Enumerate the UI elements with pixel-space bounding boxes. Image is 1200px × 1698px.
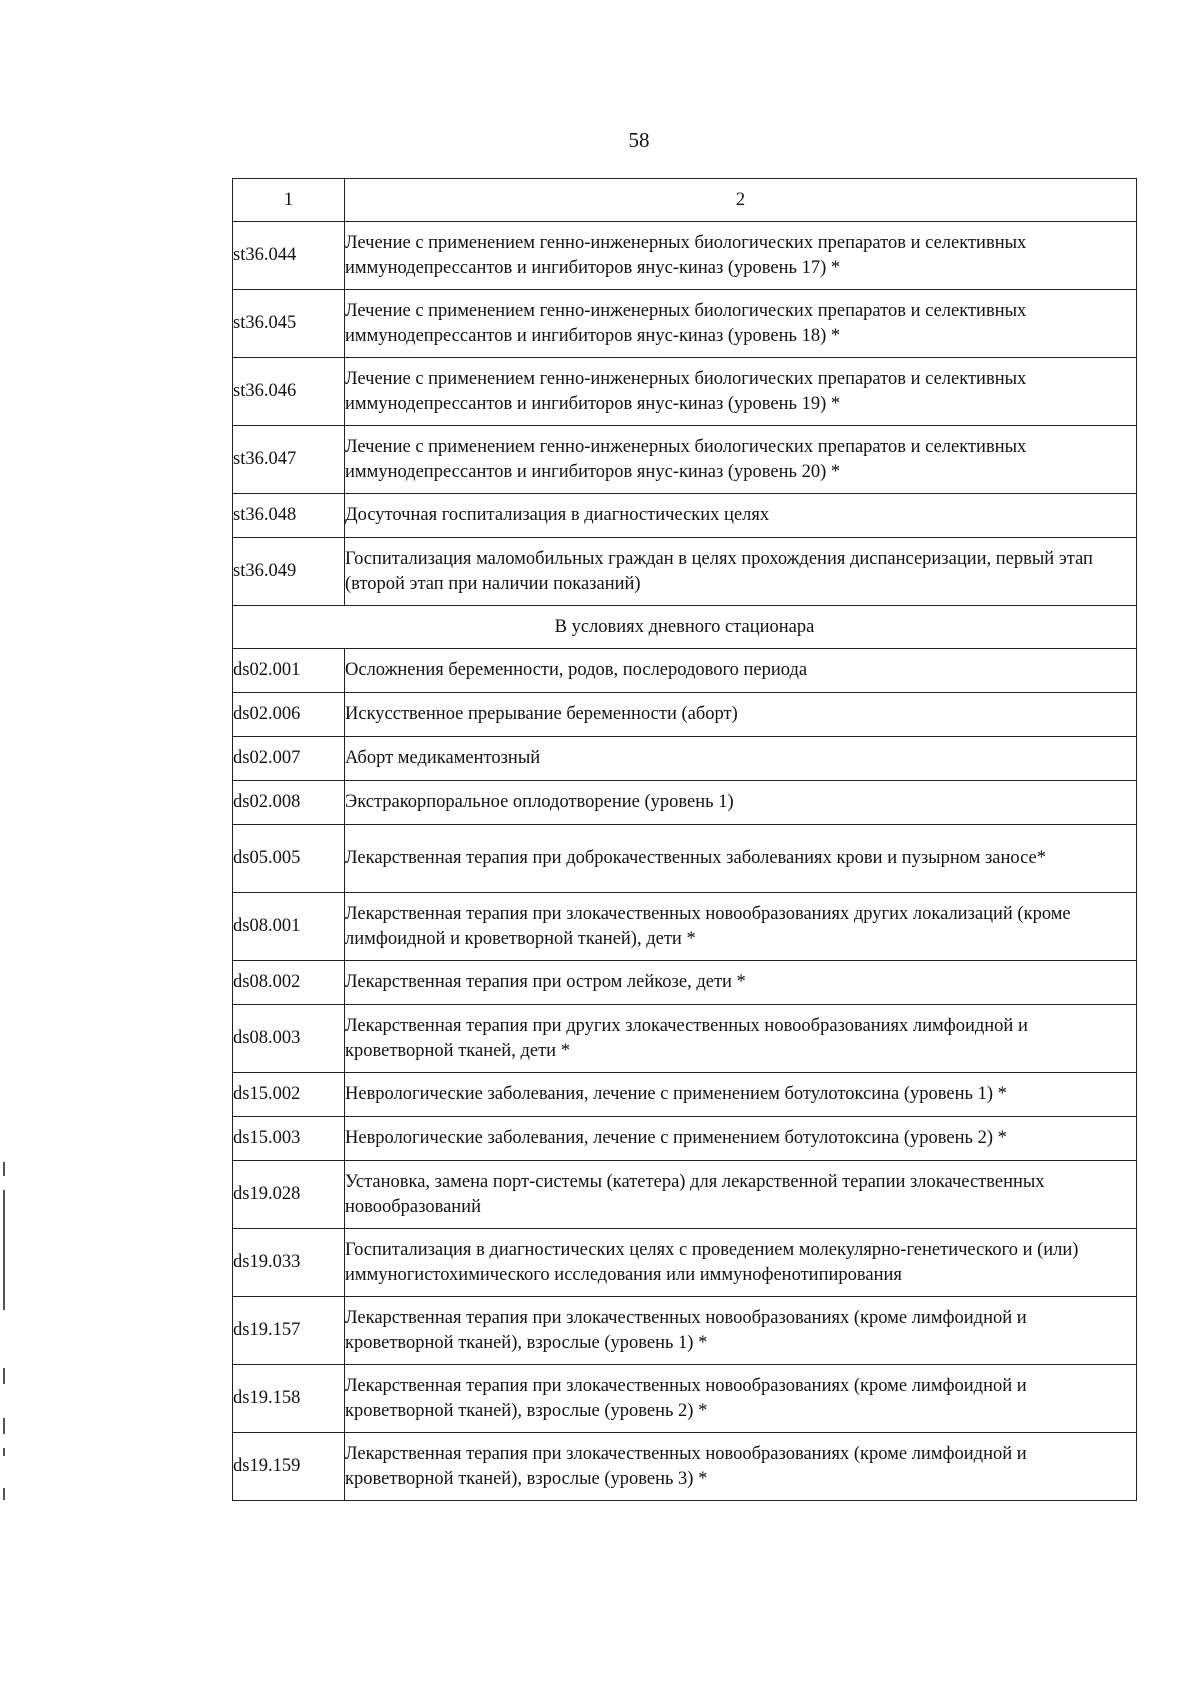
row-description: Лекарственная терапия при доброкачественных заболеваниях крови и пузырном заносе* xyxy=(345,825,1137,893)
row-code: ds08.003 xyxy=(233,1005,345,1073)
row-description: Лекарственная терапия при злокачественных новообразованиях (кроме лимфоидной и кроветворной тканей), взрослые (уровень 1) * xyxy=(345,1297,1137,1365)
table-row xyxy=(233,290,1137,358)
row-description: Лекарственная терапия при злокачественных новообразованиях других локализаций (кроме лимфоидной и кроветворной тканей), дети * xyxy=(345,893,1137,961)
row-description: Госпитализация в диагностических целях с проведением молекулярно-генетического и (или) иммуногистохимического исследования или иммунофенотипирования xyxy=(345,1229,1137,1297)
row-description: Осложнения беременности, родов, послеродового периода xyxy=(345,649,1137,693)
row-code: ds15.003 xyxy=(233,1117,345,1161)
table-row xyxy=(233,494,1137,538)
row-code: st36.046 xyxy=(233,358,345,426)
row-code: ds19.157 xyxy=(233,1297,345,1365)
row-code: st36.049 xyxy=(233,538,345,606)
row-code: ds19.159 xyxy=(233,1433,345,1501)
table-row xyxy=(233,737,1137,781)
column-header-2: 2 xyxy=(345,179,1137,222)
row-description: Неврологические заболевания, лечение с применением ботулотоксина (уровень 2) * xyxy=(345,1117,1137,1161)
row-code: ds19.028 xyxy=(233,1161,345,1229)
table-row xyxy=(233,358,1137,426)
table-row xyxy=(233,1433,1137,1501)
table-row xyxy=(233,1117,1137,1161)
table-row xyxy=(233,1229,1137,1297)
table-row xyxy=(233,426,1137,494)
table-row xyxy=(233,222,1137,290)
row-description: Лекарственная терапия при злокачественных новообразованиях (кроме лимфоидной и кроветворной тканей), взрослые (уровень 2) * xyxy=(345,1365,1137,1433)
table-row xyxy=(233,1365,1137,1433)
row-description: Лечение с применением генно-инженерных биологических препаратов и селективных иммунодепрессантов и ингибиторов янус-киназ (уровень 20) * xyxy=(345,426,1137,494)
scan-margin-mark xyxy=(3,1368,5,1384)
table-row xyxy=(233,1005,1137,1073)
row-code: ds02.006 xyxy=(233,693,345,737)
row-code: st36.048 xyxy=(233,494,345,538)
row-code: ds19.033 xyxy=(233,1229,345,1297)
row-code: ds08.002 xyxy=(233,961,345,1005)
table-row xyxy=(233,1297,1137,1365)
row-description: Искусственное прерывание беременности (аборт) xyxy=(345,693,1137,737)
row-description: Аборт медикаментозный xyxy=(345,737,1137,781)
row-code: st36.044 xyxy=(233,222,345,290)
row-description: Лекарственная терапия при остром лейкозе, дети * xyxy=(345,961,1137,1005)
section-title: В условиях дневного стационара xyxy=(233,606,1137,649)
column-header-1: 1 xyxy=(233,179,345,222)
table-row xyxy=(233,825,1137,893)
row-code: st36.045 xyxy=(233,290,345,358)
row-description: Досуточная госпитализация в диагностических целях xyxy=(345,494,1137,538)
table-row xyxy=(233,781,1137,825)
table-row xyxy=(233,693,1137,737)
page-number: 58 xyxy=(628,128,650,152)
scan-margin-mark xyxy=(3,1448,5,1456)
table-row xyxy=(233,1161,1137,1229)
row-code: st36.047 xyxy=(233,426,345,494)
row-code: ds05.005 xyxy=(233,825,345,893)
row-description: Лекарственная терапия при других злокачественных новообразованиях лимфоидной и кроветворной тканей, дети * xyxy=(345,1005,1137,1073)
row-description: Лечение с применением генно-инженерных биологических препаратов и селективных иммунодепрессантов и ингибиторов янус-киназ (уровень 18) * xyxy=(345,290,1137,358)
table-row xyxy=(233,649,1137,693)
table-row xyxy=(233,538,1137,606)
row-description: Установка, замена порт-системы (катетера) для лекарственной терапии злокачественных новообразований xyxy=(345,1161,1137,1229)
section-row xyxy=(233,606,1137,649)
table-row xyxy=(233,1073,1137,1117)
row-description: Неврологические заболевания, лечение с применением ботулотоксина (уровень 1) * xyxy=(345,1073,1137,1117)
scan-margin-mark xyxy=(3,1190,5,1310)
scan-margin-mark xyxy=(3,1162,5,1176)
row-code: ds02.008 xyxy=(233,781,345,825)
table-row xyxy=(233,961,1137,1005)
table-body xyxy=(233,222,1137,1501)
row-code: ds02.001 xyxy=(233,649,345,693)
row-description: Экстракорпоральное оплодотворение (уровень 1) xyxy=(345,781,1137,825)
row-code: ds08.001 xyxy=(233,893,345,961)
table-header-row xyxy=(233,179,1137,222)
tariff-codes-table xyxy=(232,178,1137,1501)
scan-margin-mark xyxy=(3,1418,5,1434)
row-description: Госпитализация маломобильных граждан в целях прохождения диспансеризации, первый этап (второй этап при наличии показаний) xyxy=(345,538,1137,606)
row-description: Лекарственная терапия при злокачественных новообразованиях (кроме лимфоидной и кроветворной тканей), взрослые (уровень 3) * xyxy=(345,1433,1137,1501)
row-code: ds19.158 xyxy=(233,1365,345,1433)
scan-margin-mark xyxy=(3,1488,5,1500)
row-description: Лечение с применением генно-инженерных биологических препаратов и селективных иммунодепрессантов и ингибиторов янус-киназ (уровень 17) * xyxy=(345,222,1137,290)
table-row xyxy=(233,893,1137,961)
row-code: ds02.007 xyxy=(233,737,345,781)
row-description: Лечение с применением генно-инженерных биологических препаратов и селективных иммунодепрессантов и ингибиторов янус-киназ (уровень 19) * xyxy=(345,358,1137,426)
row-code: ds15.002 xyxy=(233,1073,345,1117)
